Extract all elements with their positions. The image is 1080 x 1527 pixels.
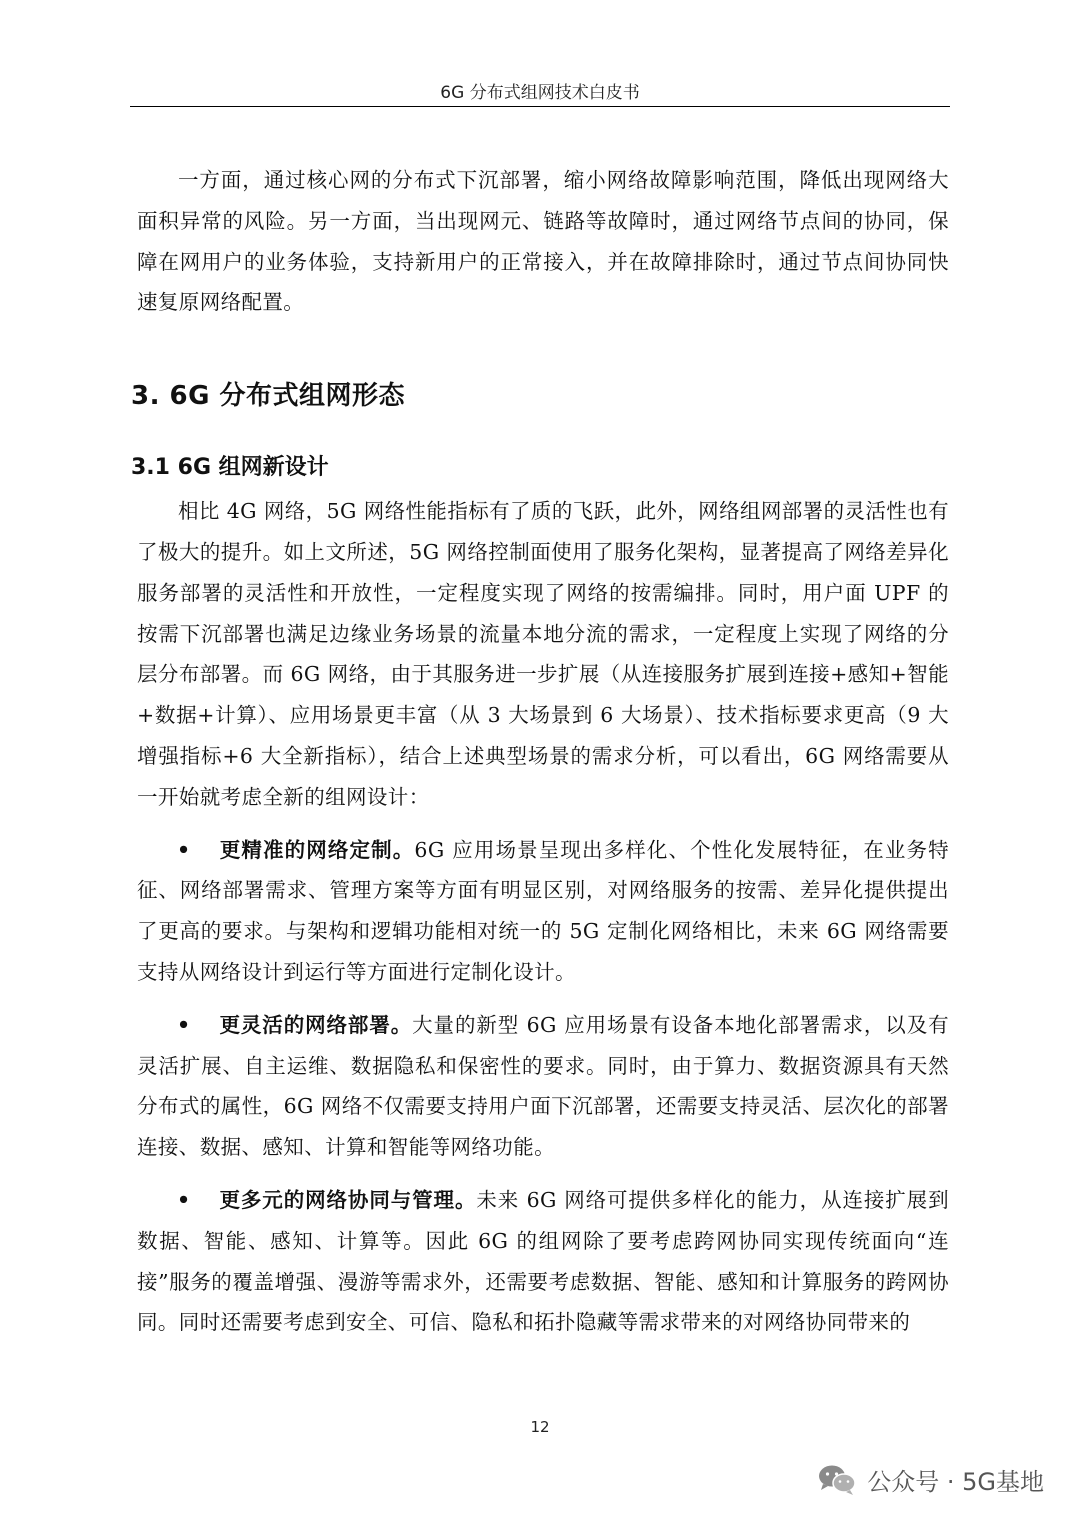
bullet-icon: •: [177, 1187, 191, 1212]
bullet-item-diverse-collaboration: [137, 1180, 949, 1343]
page-body: [131, 160, 950, 1343]
watermark-text: 公众号 · 5G基地: [867, 1468, 1044, 1496]
section-3-1-paragraph: 相比 4G 网络，5G 网络性能指标有了质的飞跃，此外，网络组网部署的灵活性也有了极大的提升。如上文所述，5G 网络控制面使用了服务化架构，显著提高了网络差异化服务部署的灵活性和开放性，一定程度实现了网络的按需编排。同时，用户面 UPF 的按需下沉部署也满足边缘业务场景的流量本地分流的需求，一定程度上实现了网络的分层分布部署。而 6G 网络，由于其服务进一步扩展（从连接服务扩展到连接+感知+智能+数据+计算）、应用场景更丰富（从 3 大场景到 6 大场景）、技术指标要求更高（9 大增强指标+6 大全新指标），结合上述典型场景的需求分析，可以看出，6G 网络需要从一开始就考虑全新的组网设计：: [137, 499, 949, 809]
bullet-body-text: 大量的新型 6G 应用场景有设备本地化部署需求，以及有灵活扩展、自主运维、数据隐私和保密性的要求。同时，由于算力、数据资源具有天然分布式的属性，6G 网络不仅需要支持用户面下沉部署，还需要支持灵活、层次化的部署连接、数据、感知、计算和智能等网络功能。: [137, 1012, 950, 1160]
running-header-title: 6G 分布式组网技术白皮书: [440, 83, 640, 103]
wechat-watermark: [817, 1462, 1044, 1497]
bullet-body-text: 6G 应用场景呈现出多样化、个性化发展特征，在业务特征、网络部署需求、管理方案等方面有明显区别，对网络服务的按需、差异化提供提出了更高的要求。与架构和逻辑功能相对统一的 5G 定制化网络相比，未来 6G 网络需要支持从网络设计到运行等方面进行定制化设计。: [137, 837, 949, 984]
header-divider: [130, 106, 950, 107]
section-3-1-heading: 3.1 6G 组网新设计: [131, 455, 329, 481]
bullet-lead-text: 更精准的网络定制。: [219, 837, 415, 862]
wechat-icon: [817, 1463, 857, 1497]
page-number: 12: [530, 1418, 550, 1436]
section-3-heading: 3. 6G 分布式组网形态: [131, 381, 406, 412]
bullet-lead-text: 更多元的网络协同与管理。: [219, 1187, 477, 1212]
bullet-icon: •: [177, 837, 191, 862]
bullet-item-flexible-deployment: [137, 1005, 949, 1168]
bullet-lead-text: 更灵活的网络部署。: [219, 1012, 413, 1037]
bullet-item-precise-customization: [137, 830, 949, 993]
intro-paragraph: 一方面，通过核心网的分布式下沉部署，缩小网络故障影响范围，降低出现网络大面积异常的风险。另一方面，当出现网元、链路等故障时，通过网络节点间的协同，保障在网用户的业务体验，支持新用户的正常接入，并在故障排除时，通过节点间协同快速复原网络配置。: [137, 168, 949, 315]
bullet-icon: •: [177, 1012, 191, 1037]
bullet-body-text: 未来 6G 网络可提供多样化的能力，从连接扩展到数据、智能、感知、计算等。因此 6G 的组网除了要考虑跨网协同实现传统面向“连接”服务的覆盖增强、漫游等需求外，还需要考虑数据、智能、感知和计算服务的跨网协同。同时还需要考虑到安全、可信、隐私和拓扑隐藏等需求带来的对网络协同带来的: [137, 1187, 949, 1335]
